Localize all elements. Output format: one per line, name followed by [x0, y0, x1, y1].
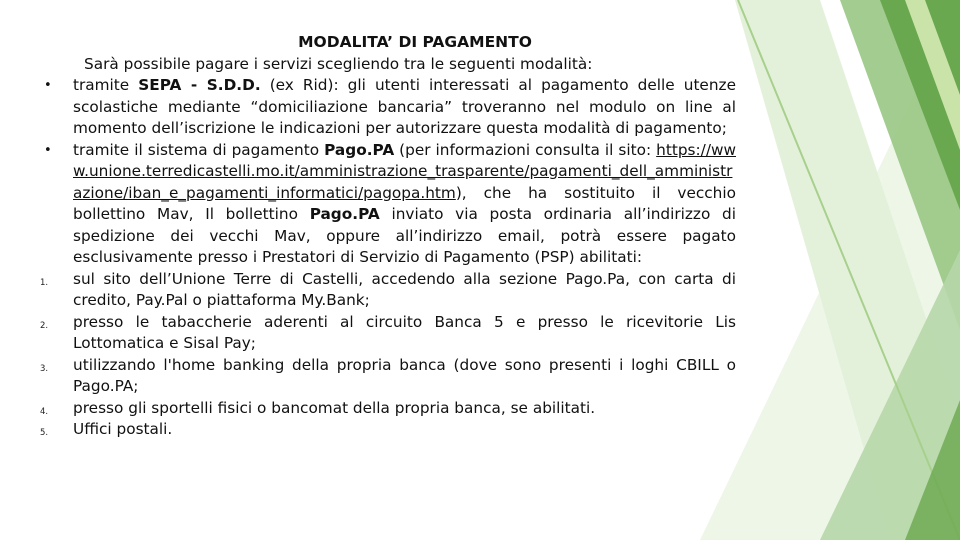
bullet-dot-icon: •: [44, 78, 52, 93]
bullet-item-sepa: • tramite SEPA - S.D.D. (ex Rid): gli utenti interessati al pagamento delle utenze scolastiche mediante “domiciliazione bancaria” troveranno nel modulo on line al momento dell’iscrizione le indicazioni per autorizzare questa modalità di pagamento;: [44, 76, 736, 137]
pagopa-bollettino-label: Pago.PA: [309, 205, 380, 223]
list-item: 2. presso le tabaccherie aderenti al circuito Banca 5 e presso le ricevitorie Lis Lottomatica e Sisal Pay;: [40, 312, 736, 352]
payment-methods-slide: [40, 32, 736, 441]
list-number: 5.: [40, 428, 49, 438]
list-number: 2.: [40, 320, 49, 331]
bullet-dot-icon: •: [44, 142, 52, 158]
list-item: 3. utilizzando l'home banking della propria banca (dove sono presenti i loghi CBILL o Pago.PA;: [40, 355, 736, 395]
list-item: 4. presso gli sportelli fisici o bancomat della propria banca, se abilitati.: [40, 398, 736, 420]
bullet-list: [40, 75, 736, 269]
list-number: 3.: [40, 363, 49, 374]
intro-text: Sarà possibile pagare i servizi scegliendo tra le seguenti modalità:: [84, 54, 593, 73]
list-number: 1.: [40, 277, 49, 288]
pagopa-info-link[interactable]: https://www.unione.terredicastelli.mo.it/amministrazione_trasparente/pagamenti_dell_amministrazione/iban_e_pagamenti_informatici/pagopa.htm: [73, 140, 736, 202]
bullet-item-pagopa: • tramite il sistema di pagamento Pago.PA (per informazioni consulta il sito: https://www.unione.terredicastelli.mo.it/amministrazione_trasparente/pagamenti_dell_amministrazione/iban_e_pagamenti_informatici/pagopa.htm), che ha sostituito il vecchio bollettino Mav, Il bollettino Pago.PA inviato via posta ordinaria all’indirizzo di spedizione dei vecchi Mav, oppure all’indirizzo email, potrà essere pagato esclusivamente presso i Prestatori di Servizio di Pagamento (PSP) abilitati:: [44, 140, 736, 266]
pagopa-label: Pago.PA: [324, 140, 395, 159]
list-number: 4.: [40, 406, 49, 417]
sepa-label: SEPA - S.D.D.: [138, 76, 261, 94]
list-item: 5. Uffici postali.: [40, 419, 736, 441]
numbered-list: [40, 269, 736, 441]
page-title: MODALITA’ DI PAGAMENTO: [298, 33, 532, 51]
list-item: 1. sul sito dell’Unione Terre di Castelli, accedendo alla sezione Pago.Pa, con carta di credito, Pay.Pal o piattaforma My.Bank;: [40, 269, 736, 309]
